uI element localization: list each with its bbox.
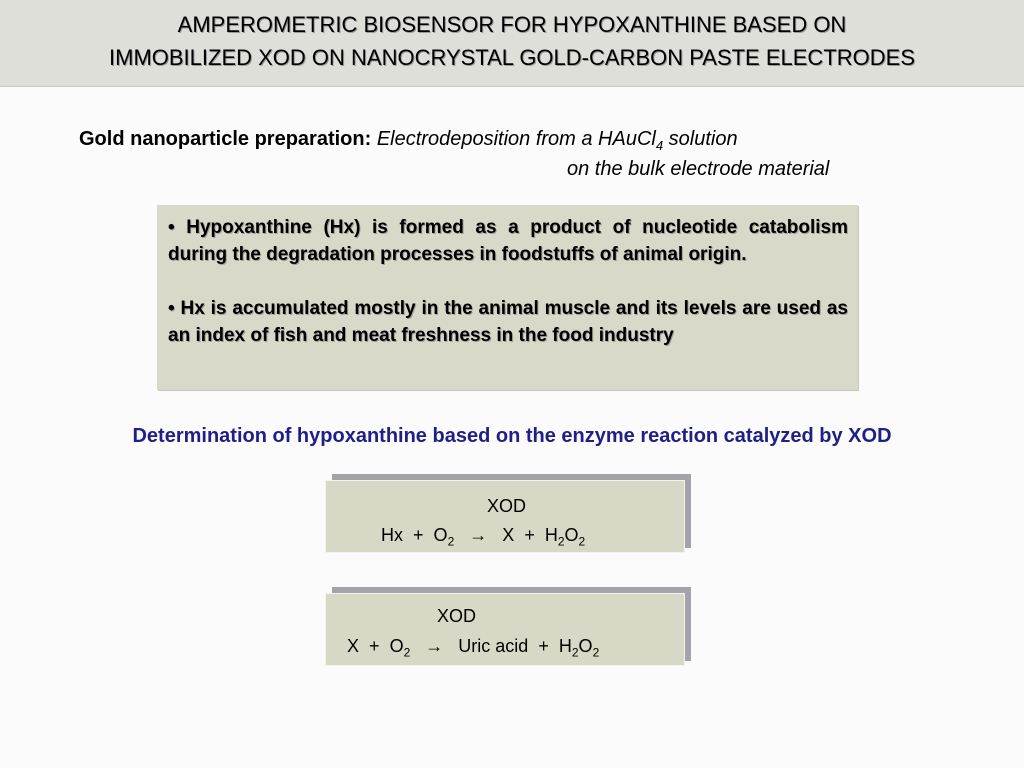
equation-2-catalyst: XOD: [437, 606, 477, 626]
equation-2-reactant-1: X: [347, 636, 360, 656]
bullet-freshness-index: • Hx is accumulated mostly in the animal muscle and its levels are used as an index of fish and meat freshness in the food industry: [168, 298, 848, 346]
equation-1-box: [325, 480, 685, 553]
equation-1-product-2-h: H: [544, 525, 558, 545]
equation-2-plus-2: +: [538, 636, 549, 656]
equation-2-product-2-o: O: [578, 636, 593, 656]
equation-1-plus-2: +: [524, 525, 535, 545]
equation-1-product-1: X: [502, 525, 515, 545]
equation-2-reaction: [347, 636, 599, 660]
equation-1-plus-1: +: [413, 525, 424, 545]
determination-heading: Determination of hypoxanthine based on the enzyme reaction catalyzed by XOD: [132, 425, 892, 447]
slide-title-line-2: IMMOBILIZED XOD ON NANOCRYSTAL GOLD-CARBON PASTE ELECTRODES: [109, 45, 915, 70]
preparation-line-1: [79, 128, 738, 153]
equation-2-plus-1: +: [369, 636, 380, 656]
equation-2-product-1: Uric acid: [458, 636, 529, 656]
slide-title-line-1: AMPEROMETRIC BIOSENSOR FOR HYPOXANTHINE BASED ON: [177, 12, 847, 37]
preparation-method-tail: solution: [663, 128, 738, 150]
title-band: [0, 0, 1024, 87]
equation-2-box: [325, 593, 685, 666]
equation-1-catalyst: XOD: [487, 496, 527, 516]
bullet-hypoxanthine-origin: • Hypoxanthine (Hx) is formed as a product of nucleotide catabolism during the degradation processes in foodstuffs of animal origin.: [168, 217, 848, 265]
preparation-label: Gold nanoparticle preparation:: [79, 128, 372, 150]
equation-1-reactant-2: O: [433, 525, 448, 545]
equation-2-product-2-h: H: [558, 636, 572, 656]
equation-2-reactant-2-sub: 2: [403, 645, 411, 660]
equation-1-product-2-sub-1: 2: [557, 534, 565, 549]
preparation-method-text: Electrodeposition from a HAuCl: [376, 128, 656, 150]
equation-1-product-2-o: O: [564, 525, 579, 545]
preparation-subscript: 4: [655, 138, 664, 153]
preparation-method-line-2: on the bulk electrode material: [567, 158, 830, 180]
preparation-line-2: [567, 158, 829, 181]
preparation-method: [376, 128, 738, 153]
equation-1-reactant-2-sub: 2: [447, 534, 455, 549]
info-box: [157, 205, 858, 390]
equation-2-arrow: →: [425, 636, 444, 656]
equation-1-reaction: [381, 525, 585, 549]
equation-1-reactant-1: Hx: [381, 525, 403, 545]
equation-1-arrow: →: [469, 525, 488, 545]
equation-2-product-2-sub-2: 2: [592, 645, 600, 660]
equation-1-product-2-sub-2: 2: [578, 534, 586, 549]
equation-2-reactant-2: O: [389, 636, 404, 656]
equation-2-product-2-sub-1: 2: [571, 645, 579, 660]
